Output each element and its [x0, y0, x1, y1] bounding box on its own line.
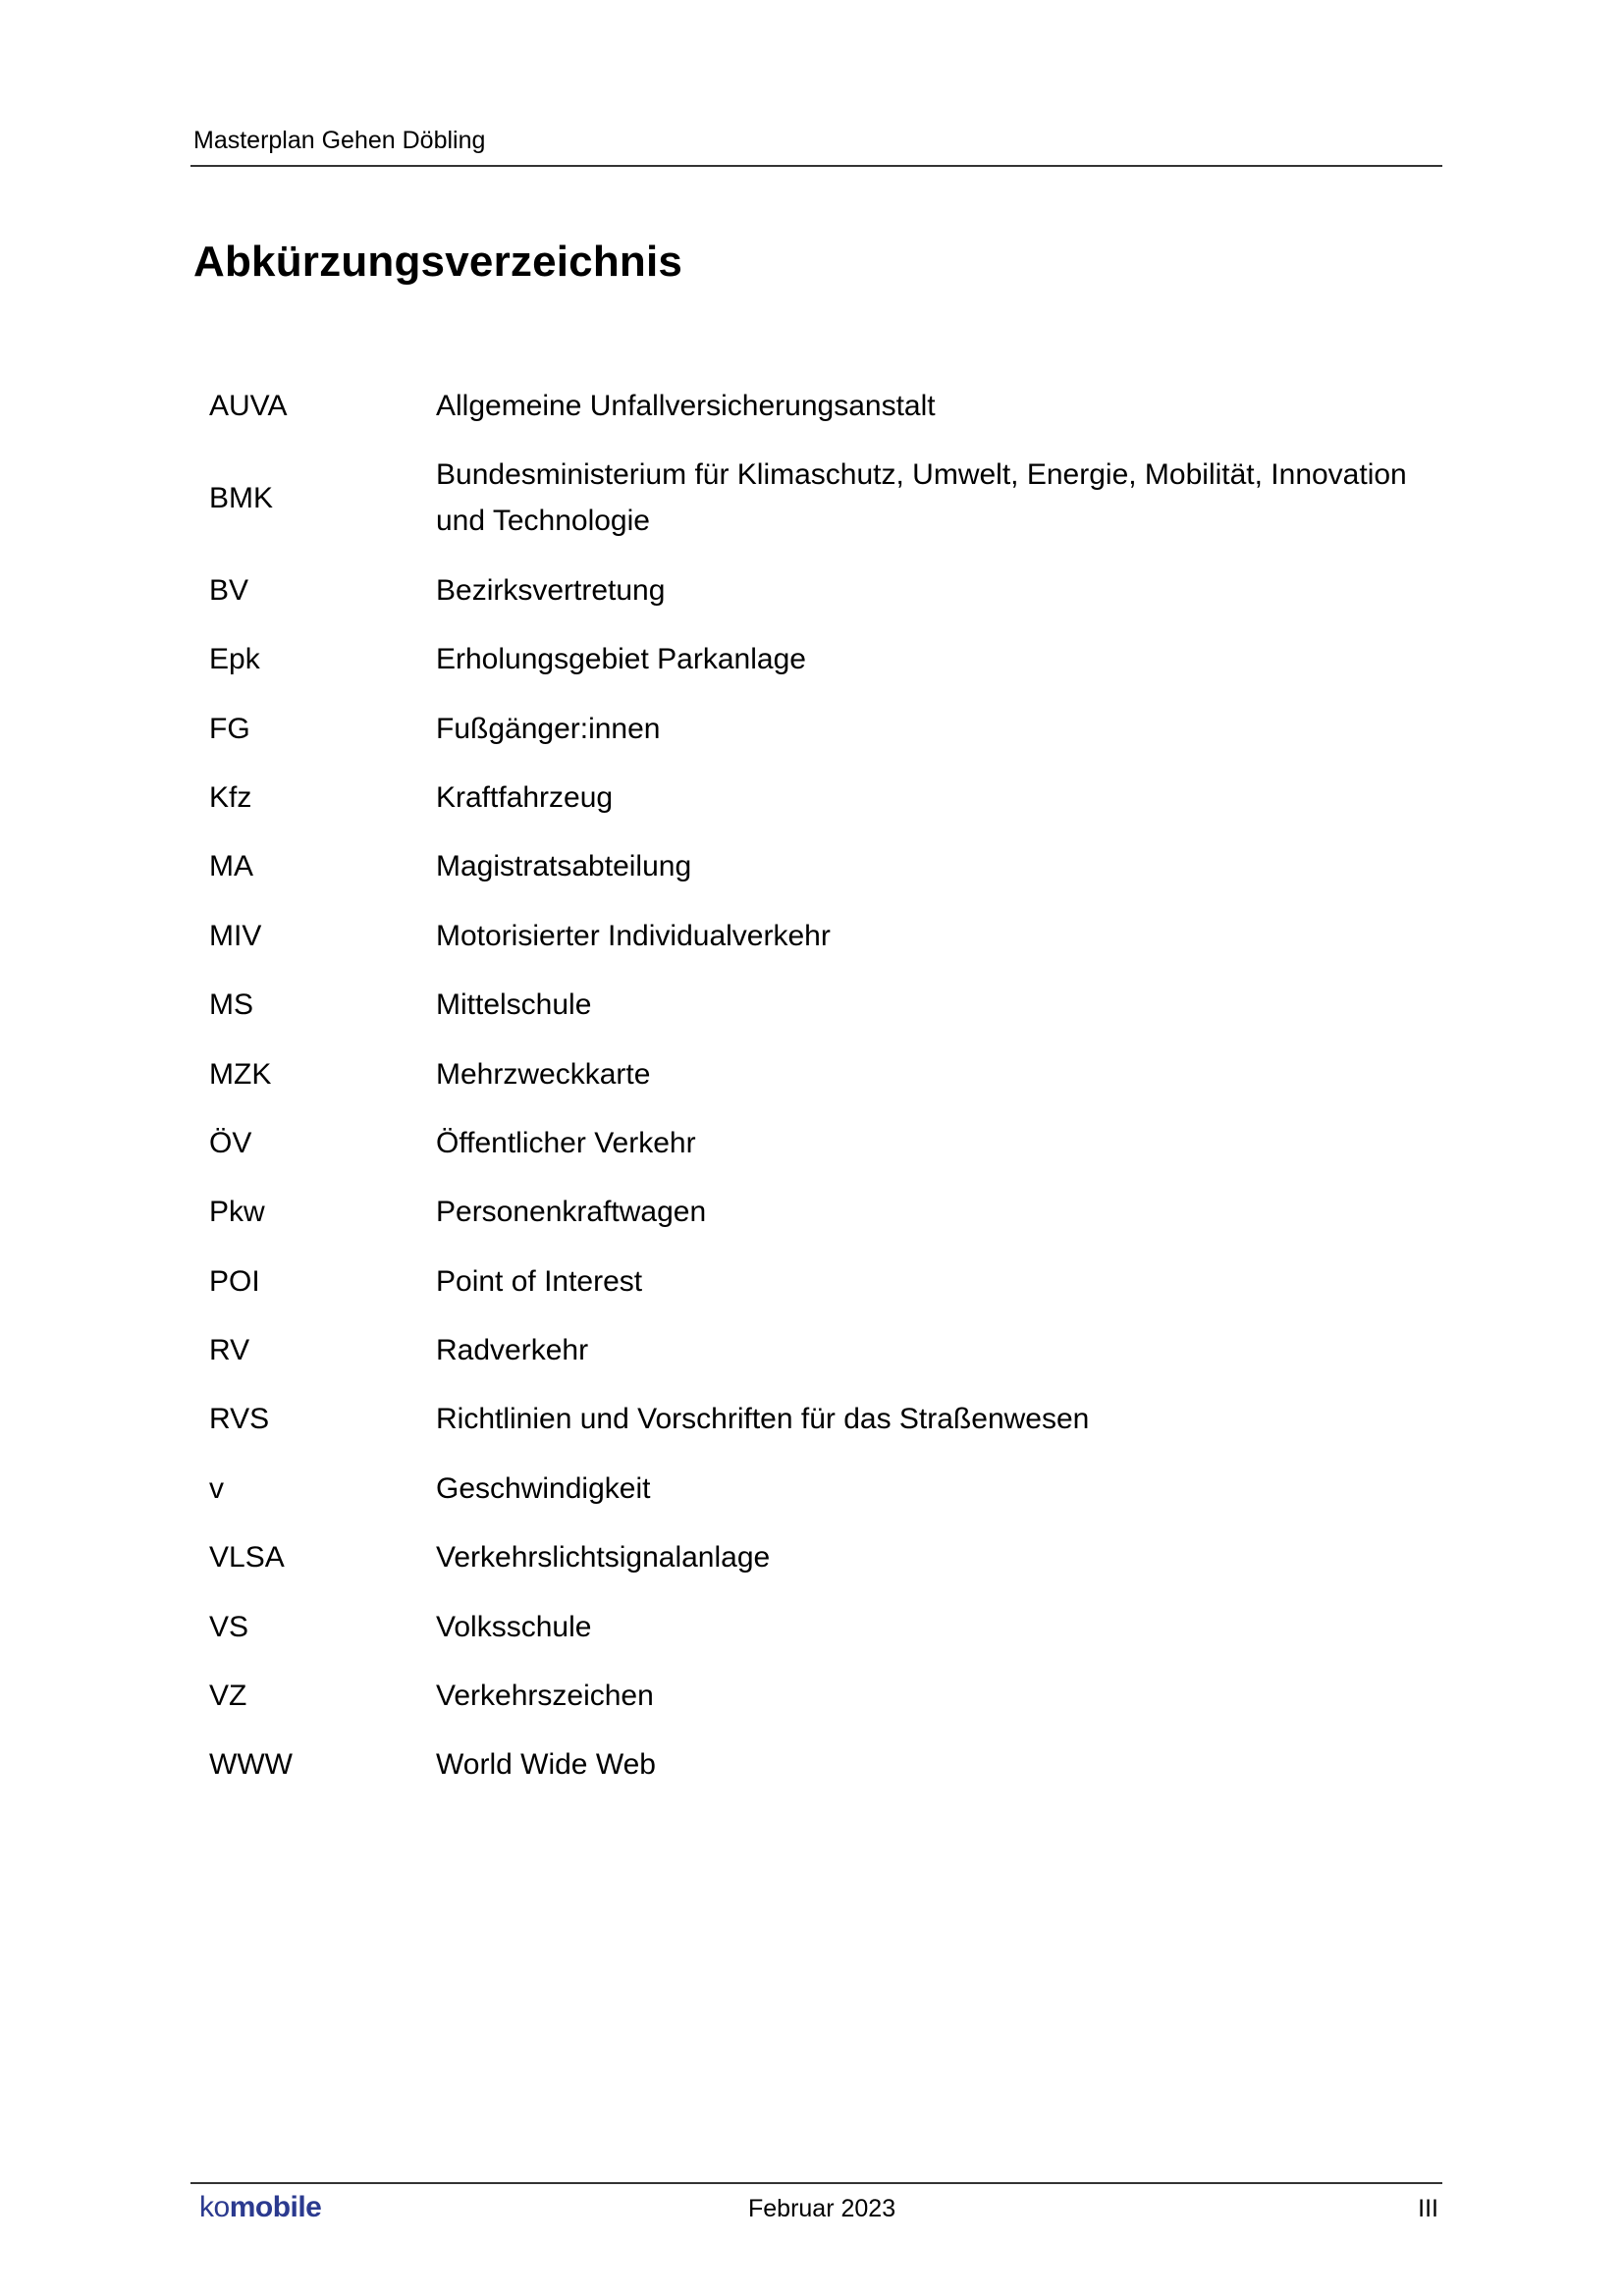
abbreviation-definition: Point of Interest [436, 1264, 643, 1298]
abbreviation-definition: Geschwindigkeit [436, 1471, 651, 1505]
abbreviation-definition: Radverkehr [436, 1334, 589, 1367]
abbreviation-definition: Personenkraftwagen [436, 1196, 707, 1229]
abbreviation-term: BV [209, 573, 249, 607]
abbreviation-term: Pkw [209, 1196, 265, 1229]
abbreviation-term: RVS [209, 1403, 270, 1436]
list-item [209, 1327, 1446, 1373]
abbreviation-term: ÖV [209, 1126, 252, 1159]
list-item [209, 1741, 1446, 1788]
list-item [209, 913, 1446, 959]
komobile-logo [199, 2188, 321, 2227]
abbreviation-term: Epk [209, 643, 260, 676]
list-item [209, 452, 1446, 544]
abbreviation-term: RV [209, 1334, 250, 1367]
page-title: Abkürzungsverzeichnis [193, 238, 683, 286]
abbreviation-term: VS [209, 1610, 249, 1643]
abbreviation-definition: Verkehrslichtsignalanlage [436, 1541, 771, 1575]
abbreviation-definition: Erholungsgebiet Parkanlage [436, 643, 806, 676]
list-item [209, 1120, 1446, 1166]
abbreviation-definition: Kraftfahrzeug [436, 780, 614, 814]
list-item [209, 1466, 1446, 1512]
abbreviation-term: VZ [209, 1680, 247, 1713]
footer-date: Februar 2023 [748, 2195, 896, 2222]
list-item [209, 982, 1446, 1028]
list-item [209, 706, 1446, 752]
list-item [209, 843, 1446, 889]
running-header: Masterplan Gehen Döbling [193, 127, 486, 154]
list-item [209, 1396, 1446, 1442]
abbreviation-definition: Bundesministerium für Klimaschutz, Umwelt, Energie, Mobilität, Innovation und Technologie [436, 458, 1407, 538]
abbreviation-definition: Bezirksvertretung [436, 573, 666, 607]
abbreviation-definition: Fußgänger:innen [436, 712, 661, 745]
abbreviation-term: FG [209, 712, 250, 745]
abbreviation-definition: Motorisierter Individualverkehr [436, 919, 831, 952]
abbreviation-definition: Öffentlicher Verkehr [436, 1126, 696, 1159]
page-number: III [1418, 2195, 1438, 2222]
list-item [209, 1604, 1446, 1650]
abbreviation-definition: Allgemeine Unfallversicherungsanstalt [436, 390, 936, 422]
abbreviation-term: Kfz [209, 780, 252, 814]
list-item [209, 774, 1446, 821]
logo-text-mobile: mobile [229, 2191, 322, 2223]
abbreviation-term: VLSA [209, 1541, 285, 1575]
abbreviation-term: v [209, 1471, 224, 1505]
list-item [209, 1258, 1446, 1305]
abbreviation-term: MZK [209, 1057, 272, 1091]
abbreviation-term: MIV [209, 919, 262, 952]
abbreviation-term: AUVA [209, 390, 288, 422]
list-item [209, 383, 1446, 429]
abbreviation-term: POI [209, 1264, 260, 1298]
abbreviation-term: MA [209, 850, 253, 883]
list-item [209, 567, 1446, 614]
list-item [209, 1673, 1446, 1719]
list-item [209, 1189, 1446, 1235]
abbreviation-term: MS [209, 988, 253, 1022]
header-divider [190, 165, 1442, 167]
abbreviation-definition: Volksschule [436, 1610, 592, 1643]
abbreviation-definition: Magistratsabteilung [436, 850, 692, 883]
footer-divider [190, 2182, 1442, 2184]
abbreviation-definition: Mehrzweckkarte [436, 1057, 651, 1091]
list-item [209, 636, 1446, 682]
abbreviation-definition: Verkehrszeichen [436, 1680, 654, 1713]
abbreviation-definition: Mittelschule [436, 988, 592, 1022]
list-item [209, 1534, 1446, 1580]
abbreviation-definition: World Wide Web [436, 1748, 656, 1782]
abbreviation-term: BMK [209, 481, 274, 514]
list-item [209, 1051, 1446, 1097]
abbreviation-list [209, 383, 1446, 1811]
abbreviation-term: WWW [209, 1748, 293, 1782]
logo-text-ko: ko [199, 2191, 230, 2223]
abbreviation-definition: Richtlinien und Vorschriften für das Straßenwesen [436, 1403, 1090, 1436]
